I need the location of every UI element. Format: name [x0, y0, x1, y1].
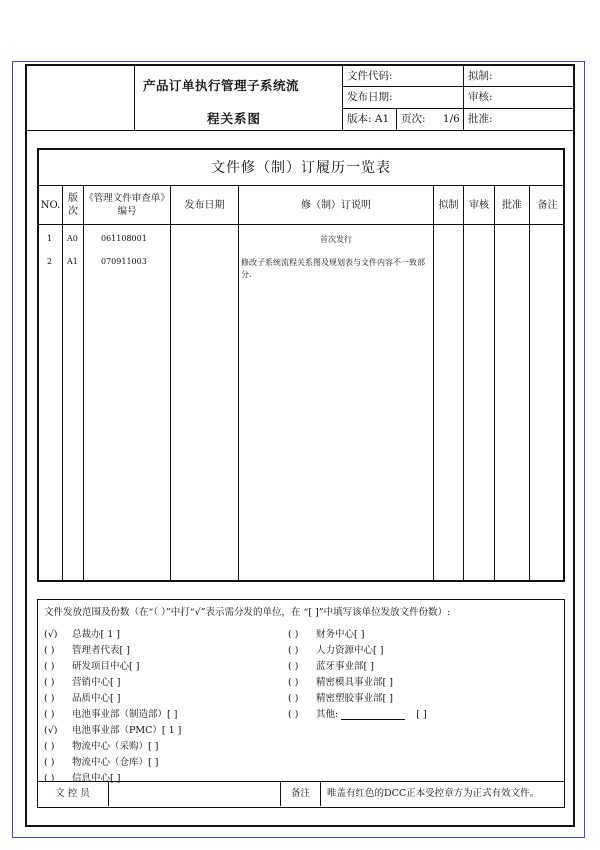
col-version: 版 次 — [68, 193, 78, 217]
dist-left-9: ( ) 信息中心[ ] — [44, 773, 121, 784]
other-blank-line — [341, 710, 405, 720]
dist-right-1: ( ) 人力资源中心[ ] — [288, 645, 384, 656]
remarks-label: 备注 — [281, 782, 321, 806]
page-cell — [397, 109, 464, 131]
dist-left-4: ( ) 品质中心[ ] — [44, 693, 121, 704]
controller-value — [109, 782, 281, 806]
col-remarks: 备注 — [537, 199, 558, 211]
version-cell: 版本: A1 — [343, 109, 397, 131]
row1-no: 1 — [47, 234, 53, 243]
document-sheet — [25, 64, 575, 827]
row1-version: A0 — [67, 234, 78, 243]
controller-label: 文 控 员 — [37, 782, 109, 806]
col-record: 《管理文件审查单》编号 — [84, 193, 170, 217]
dist-right-other: ( ) 其他: [ ] — [288, 709, 427, 720]
col-approved: 批准 — [502, 199, 522, 211]
page-label: 页次: — [401, 113, 426, 125]
row2-no: 2 — [47, 257, 53, 266]
logo-cell — [27, 66, 135, 131]
title-line-1: 产品订单执行管理子系统流 — [143, 78, 300, 93]
row2-record: 070911003 — [101, 257, 147, 266]
doc-code-cell: 文件代码: — [343, 66, 464, 87]
page-value: 1/6 — [442, 113, 460, 125]
row1-record: 061108001 — [101, 234, 147, 243]
dist-left-8: ( ) 物流中心（仓库）[ ] — [44, 757, 159, 768]
dist-right-3: ( ) 精密模具事业部[ ] — [288, 677, 393, 688]
distribution-heading: 文件发放范围及份数（在“（ ）”中打“√”表示需分发的单位，在 “[ ]”中填写该单位发放文件份数）: — [44, 607, 451, 618]
dist-right-4: ( ) 精密塑胶事业部[ ] — [288, 693, 393, 704]
col-reviewed: 审核 — [469, 199, 489, 211]
dist-left-6: (√) 电池事业部（PMC）[ 1 ] — [44, 725, 182, 736]
dist-left-0: (√) 总裁办[ 1 ] — [44, 629, 120, 640]
row1-desc: 首次发行 — [320, 235, 352, 244]
col-no: NO. — [40, 199, 61, 211]
reviewed-cell: 审核: — [464, 87, 573, 109]
revision-table-title: 文件修（制）订履历一览表 — [39, 150, 563, 186]
document-title — [135, 66, 343, 131]
issue-date-cell: 发布日期: — [343, 87, 464, 109]
footer-row — [37, 781, 565, 806]
revision-history-table — [37, 148, 565, 582]
dist-left-3: ( ) 营销中心[ ] — [44, 677, 121, 688]
dist-left-5: ( ) 电池事业部（制造部）[ ] — [44, 709, 178, 720]
distribution-section — [37, 599, 565, 808]
dist-right-0: ( ) 财务中心[ ] — [288, 629, 365, 640]
col-date: 发布日期 — [184, 199, 225, 211]
row2-desc: 修改子系统流程关系图及规划表与文件内容不一致部分. — [241, 258, 425, 279]
approved-cell: 批准: — [464, 109, 573, 131]
drafted-cell: 拟制: — [464, 66, 573, 87]
dist-right-2: ( ) 蓝牙事业部[ ] — [288, 661, 374, 672]
dist-left-7: ( ) 物流中心（采购）[ ] — [44, 741, 159, 752]
col-drafted: 拟制 — [438, 199, 459, 211]
col-desc: 修（制）订说明 — [301, 199, 371, 211]
title-line-2: 程关系图 — [207, 111, 262, 126]
dist-left-1: ( ) 管理者代表[ ] — [44, 645, 130, 656]
row2-version: A1 — [67, 257, 78, 266]
dist-left-2: ( ) 研发项目中心[ ] — [44, 661, 140, 672]
footer-note: 唯盖有红色的DCC正本受控章方为正式有效文件。 — [327, 788, 540, 799]
